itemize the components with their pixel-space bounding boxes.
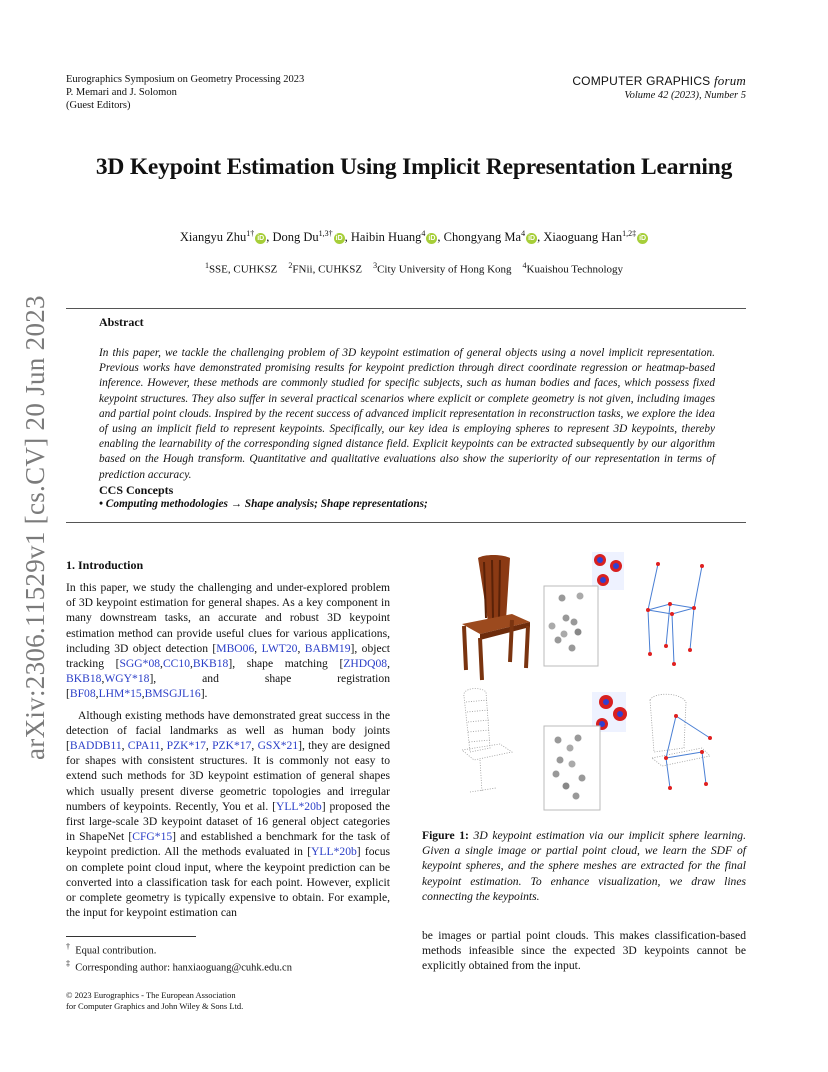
author-name: Haibin Huang [350, 230, 422, 245]
orcid-icon[interactable]: iD [528, 235, 536, 243]
affil-name: FNii, CUHKSZ [292, 263, 363, 276]
figure-1-graphic [440, 552, 730, 814]
intro-column [66, 580, 390, 920]
figure-1 [440, 552, 730, 814]
affil-sup: 2 [288, 261, 293, 270]
keypoint-spheres-bottom [544, 726, 600, 810]
figure-caption [422, 828, 746, 904]
affil-name: City University of Hong Kong [377, 263, 512, 276]
affil-sup: 3 [373, 261, 378, 270]
citation-link[interactable]: CPA11 [127, 739, 161, 753]
copyright-line: © 2023 Eurographics - The European Association [66, 990, 236, 1000]
citation-link[interactable]: BKB18 [192, 657, 229, 671]
point-cloud-chair [462, 689, 512, 792]
footnote [66, 959, 292, 974]
copyright-line: for Computer Graphics and John Wiley & Sons Ltd. [66, 1001, 244, 1011]
citation-link[interactable]: BADDB11 [69, 739, 122, 753]
copyright [66, 990, 243, 1012]
author-name: Dong Du [272, 230, 319, 245]
divider [66, 522, 746, 523]
citation-link[interactable]: LWT20 [261, 641, 298, 655]
citation-link[interactable]: WGY*18 [104, 672, 150, 686]
chair-image [462, 555, 530, 680]
citation-link[interactable]: BKB18 [66, 672, 102, 686]
author-sup: 1,2‡ [622, 229, 637, 238]
orcid-icon[interactable]: iD [428, 235, 436, 243]
ccs-heading: CCS Concepts [99, 483, 174, 497]
author-list: Xiangyu Zhu$^{1\dagger}$iD , Dong $Du^{1,3\dagger}iD$ , Haibin Huang$^4$iD , Chongyang Ma$^4$iD , Xiaoguang Han$^{1,2\ddagger}$iD [179, 229, 647, 245]
journal-info [572, 73, 746, 102]
author-sup: 4 [421, 229, 426, 238]
author-name: Xiangyu Zhu [179, 230, 247, 245]
figure-caption-text: 3D keypoint estimation via our implicit sphere learning. Given a single image or partial point cloud, we learn the SDF of keypoint spheres, and the sphere meshes are extracted for the final keypoint estimation. To enhance visualization, we draw lines connecting the keypoints. [422, 829, 747, 903]
citation-link[interactable]: SGG*08 [119, 657, 161, 671]
venue-line-3: (Guest Editors) [66, 100, 131, 111]
citation-link[interactable]: ZHDQ08 [343, 657, 388, 671]
sdf-heatmap-top [592, 552, 624, 590]
author-sup: 1† [246, 229, 255, 238]
figure-label: Figure 1: [422, 829, 469, 842]
venue-info [66, 73, 304, 112]
author-name: Xiaoguang Han [543, 230, 623, 245]
keypoint-skeleton-top [648, 564, 702, 664]
journal-volume: Volume 42 (2023), Number 5 [624, 90, 746, 101]
citation-link[interactable]: GSX*21 [257, 739, 299, 753]
citation-link[interactable]: YLL*20b [275, 799, 322, 813]
keypoint-spheres-top [544, 586, 598, 666]
orcid-icon[interactable]: iD [257, 235, 265, 243]
author-sup: 1,3† [318, 229, 333, 238]
citation-link[interactable]: PZK*17 [166, 739, 206, 753]
citation-link[interactable]: CFG*15 [132, 830, 173, 844]
citation-link[interactable]: MBO06 [216, 641, 255, 655]
intro-paragraph-1: In this paper, we study the challenging and under-explored problem of 3D keypoint estimation for general shapes. As a key component in many downstream tasks, an accurate and robust 3D keypoint estimation method can provide useful clues for various applications, including 3D object detection [MBO06, LWT20, BABM19], object tracking [SGG*08,CC10,BKB18], shape matching [ZHDQ08, BKB18,WGY*18], and shape registration [BF08,LHM*15,BMSGJL16]. [66, 581, 391, 701]
ccs-concepts: • Computing methodologies → Shape analysis; Shape representations; [99, 498, 428, 510]
abstract-text: In this paper, we tackle the challenging problem of 3D keypoint estimation of general objects using a novel implicit representation. Previous works have demonstrated promising results for keypoint prediction through direct coordinate regression or heatmap-based inference. However, these methods are commonly studied for specific subjects, such as human bodies and faces, which possess fixed keypoint structures. They also suffer in several practical scenarios where explicit or complete geometry is not given, including images and partial point clouds. Inspired by the recent success of advanced implicit representation in reconstruction tasks, we explore the idea of using an implicit field to represent keypoints. Specifically, our key idea is employing spheres to represent 3D keypoints, thereby enabling the learnability of the corresponding signed distance field. Explicit keypoints can be extracted subsequently by our algorithm based on the Hough transform. Quantitative and qualitative evaluations also show the superiority of our representation in terms of prediction accuracy. [99, 347, 715, 481]
divider [66, 308, 746, 309]
citation-link[interactable]: YLL*20b [311, 845, 357, 859]
author-sup: 4 [521, 229, 526, 238]
citation-link[interactable]: LHM*15 [98, 687, 142, 701]
citation-link[interactable]: BF08 [69, 687, 96, 701]
journal-name-text: COMPUTER GRAPHICS [572, 74, 711, 88]
arxiv-stamp[interactable]: arXiv:2306.11529v1 [cs.CV] 20 Jun 2023 [20, 295, 50, 760]
footnote-text: Equal contribution. [75, 945, 157, 957]
intro-paragraph-2: Although existing methods have demonstrated great success in the detection of facial landmarks as well as human body joints [BADDB11, CPA11, PZK*17, PZK*17, GSX*21], they are designed for shapes with consistent structures. It is commonly not easy to extend such methods for 3D keypoint estimation of general shapes which usually present diverse geometric topologies and irregular numbers of keypoints. Recently, You et al. [YLL*20b] proposed the first large-scale 3D keypoint dataset of 16 general object categories in ShapeNet [CFG*15] and established a benchmark for the task of keypoint prediction. All the methods evaluated in [YLL*20b] focus on complete point cloud input, where the keypoint prediction can be converted into a classification task for each point. However, explicit or complete geometry is typically expensive to obtain. For example, the input for keypoint estimation can [66, 708, 391, 920]
affil-sup: 1 [204, 261, 209, 270]
venue-line-1: Eurographics Symposium on Geometry Processing 2023 [66, 74, 305, 85]
affil-name: SSE, CUHKSZ [208, 263, 278, 276]
abstract-heading: Abstract [99, 315, 144, 329]
affil-sup: 4 [522, 261, 527, 270]
affiliations [0, 261, 828, 276]
footnote-text: Corresponding author: hanxiaoguang@cuhk.edu.cn [75, 962, 292, 974]
citation-link[interactable]: PZK*17 [212, 739, 252, 753]
journal-name [572, 73, 746, 89]
journal-name-italic: forum [713, 73, 746, 88]
citation-link[interactable]: BABM19 [304, 641, 351, 655]
footnote [66, 942, 156, 957]
orcid-icon[interactable]: iD [335, 235, 343, 243]
affil-name: Kuaishou Technology [526, 263, 624, 276]
citation-link[interactable]: BMSGJL16 [144, 687, 201, 701]
orcid-icon[interactable]: iD [639, 235, 647, 243]
citation-link[interactable]: CC10 [162, 657, 191, 671]
footnote-mark: † [66, 942, 70, 951]
paper-title: 3D Keypoint Estimation Using Implicit Representation Learning [95, 154, 733, 180]
keypoints-bottom [664, 714, 712, 790]
footnote-rule [66, 936, 196, 937]
section-heading: 1. Introduction [66, 558, 144, 572]
venue-line-2: P. Memari and J. Solomon [66, 87, 177, 98]
author-name: Chongyang Ma [443, 230, 522, 245]
footnote-mark: ‡ [66, 959, 70, 968]
right-column-text: be images or partial point clouds. This makes classification-based methods infeasible since the expected 3D keypoints cannot be explicitly obtained from the input. [422, 929, 746, 973]
